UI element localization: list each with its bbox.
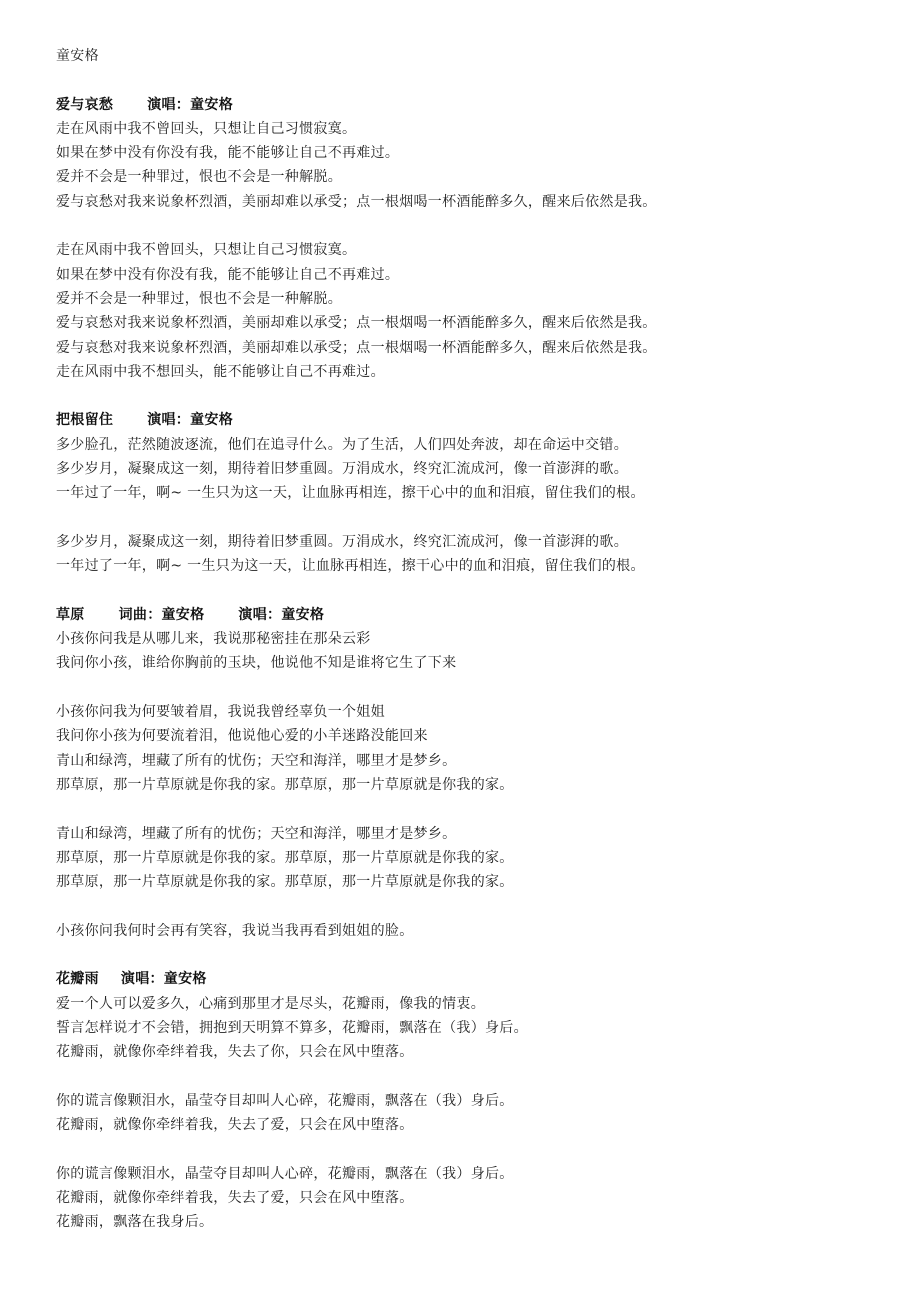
song-section <box>56 408 896 578</box>
lyric-line: 青山和绿湾，埋藏了所有的忧伤；天空和海洋，哪里才是梦乡。 <box>56 825 457 842</box>
lyric-line: 那草原，那一片草原就是你我的家。那草原，那一片草原就是你我的家。 <box>56 874 514 891</box>
stanza-break <box>56 1137 896 1161</box>
stanza-break <box>56 506 896 530</box>
lyric-line: 爱与哀愁对我来说象杯烈酒，美丽却难以承受；点一根烟喝一杯酒能醉多久，醒来后依然是我。 <box>56 193 657 210</box>
lyric-line: 小孩你问我为何要皱着眉，我说我曾经辜负一个姐姐 <box>56 704 385 721</box>
song-heading <box>56 93 896 117</box>
lyric-line: 誓言怎样说才不会错，拥抱到天明算不算多，花瓣雨，飘落在（我）身后。 <box>56 1019 528 1036</box>
lyric-line: 花瓣雨，就像你牵绊着我，失去了爱，只会在风中堕落。 <box>56 1117 414 1134</box>
song-list <box>56 93 896 1235</box>
section-break <box>56 579 896 603</box>
song-credit: 演唱：童安格 <box>238 606 325 623</box>
song-section <box>56 93 896 385</box>
song-credit: 演唱：童安格 <box>120 971 207 988</box>
song-credit: 演唱：童安格 <box>147 412 234 429</box>
song-title: 花瓣雨 <box>56 971 99 988</box>
lyric-line: 如果在梦中没有你没有我，能不能够让自己不再难过。 <box>56 266 400 283</box>
section-break <box>56 943 896 967</box>
stanza-break <box>56 797 896 821</box>
song-section <box>56 603 896 943</box>
stanza-break <box>56 676 896 700</box>
document-body <box>56 44 896 1235</box>
section-break <box>56 384 896 408</box>
lyric-line: 青山和绿湾，埋藏了所有的忧伤；天空和海洋，哪里才是梦乡。 <box>56 752 457 769</box>
lyric-line: 小孩你问我何时会再有笑容，我说当我再看到姐姐的脸。 <box>56 922 414 939</box>
lyric-line: 花瓣雨，就像你牵绊着我，失去了爱，只会在风中堕落。 <box>56 1189 414 1206</box>
song-credit: 词曲：童安格 <box>118 606 205 623</box>
stanza-break <box>56 894 896 918</box>
lyric-line: 多少脸孔，茫然随波逐流，他们在追寻什么。为了生活，人们四处奔波，却在命运中交错。 <box>56 436 628 453</box>
lyric-line: 你的谎言像颗泪水，晶莹夺目却叫人心碎，花瓣雨，飘落在（我）身后。 <box>56 1092 514 1109</box>
song-credit: 演唱：童安格 <box>147 96 234 113</box>
lyric-line: 小孩你问我是从哪儿来，我说那秘密挂在那朵云彩 <box>56 631 371 648</box>
lyric-line: 花瓣雨，就像你牵绊着我，失去了你，只会在风中堕落。 <box>56 1044 414 1061</box>
lyric-line: 多少岁月，凝聚成这一刻，期待着旧梦重圆。万涓成水，终究汇流成河，像一首澎湃的歌。 <box>56 533 628 550</box>
lyric-line: 多少岁月，凝聚成这一刻，期待着旧梦重圆。万涓成水，终究汇流成河，像一首澎湃的歌。 <box>56 461 628 478</box>
lyric-line: 那草原，那一片草原就是你我的家。那草原，那一片草原就是你我的家。 <box>56 849 514 866</box>
song-heading <box>56 408 896 432</box>
song-heading <box>56 967 896 991</box>
lyric-line: 我问你小孩，谁给你胸前的玉块，他说他不知是谁将它生了下来 <box>56 655 457 672</box>
song-section <box>56 967 896 1234</box>
lyric-line: 花瓣雨，飘落在我身后。 <box>56 1214 214 1231</box>
lyric-line: 爱一个人可以爱多久，心痛到那里才是尽头，花瓣雨，像我的情衷。 <box>56 995 485 1012</box>
lyric-line: 你的谎言像颗泪水，晶莹夺目却叫人心碎，花瓣雨，飘落在（我）身后。 <box>56 1165 514 1182</box>
lyric-line: 如果在梦中没有你没有我，能不能够让自己不再难过。 <box>56 145 400 162</box>
spacer <box>56 68 896 92</box>
lyric-line: 走在风雨中我不曾回头，只想让自己习惯寂寞。 <box>56 120 357 137</box>
lyric-line: 走在风雨中我不曾回头，只想让自己习惯寂寞。 <box>56 242 357 259</box>
lyric-line: 一年过了一年，啊~ 一生只为这一天，让血脉再相连，擦干心中的血和泪痕，留住我们的根。 <box>56 485 645 502</box>
lyric-line: 爱并不会是一种罪过，恨也不会是一种解脱。 <box>56 290 342 307</box>
song-title: 把根留住 <box>56 412 114 429</box>
stanza-break <box>56 214 896 238</box>
lyric-line: 一年过了一年，啊~ 一生只为这一天，让血脉再相连，擦干心中的血和泪痕，留住我们的根。 <box>56 558 645 575</box>
lyric-line: 走在风雨中我不想回头，能不能够让自己不再难过。 <box>56 363 385 380</box>
lyric-line: 那草原，那一片草原就是你我的家。那草原，那一片草原就是你我的家。 <box>56 776 514 793</box>
lyric-line: 爱与哀愁对我来说象杯烈酒，美丽却难以承受；点一根烟喝一杯酒能醉多久，醒来后依然是我。 <box>56 315 657 332</box>
song-title: 爱与哀愁 <box>56 96 114 113</box>
lyric-line: 爱与哀愁对我来说象杯烈酒，美丽却难以承受；点一根烟喝一杯酒能醉多久，醒来后依然是我。 <box>56 339 657 356</box>
lyric-line: 我问你小孩为何要流着泪，他说他心爱的小羊迷路没能回来 <box>56 728 428 745</box>
song-heading <box>56 603 896 627</box>
document-title: 童安格 <box>56 48 99 64</box>
stanza-break <box>56 1064 896 1088</box>
song-title: 草原 <box>56 606 85 623</box>
lyric-line: 爱并不会是一种罪过，恨也不会是一种解脱。 <box>56 169 342 186</box>
